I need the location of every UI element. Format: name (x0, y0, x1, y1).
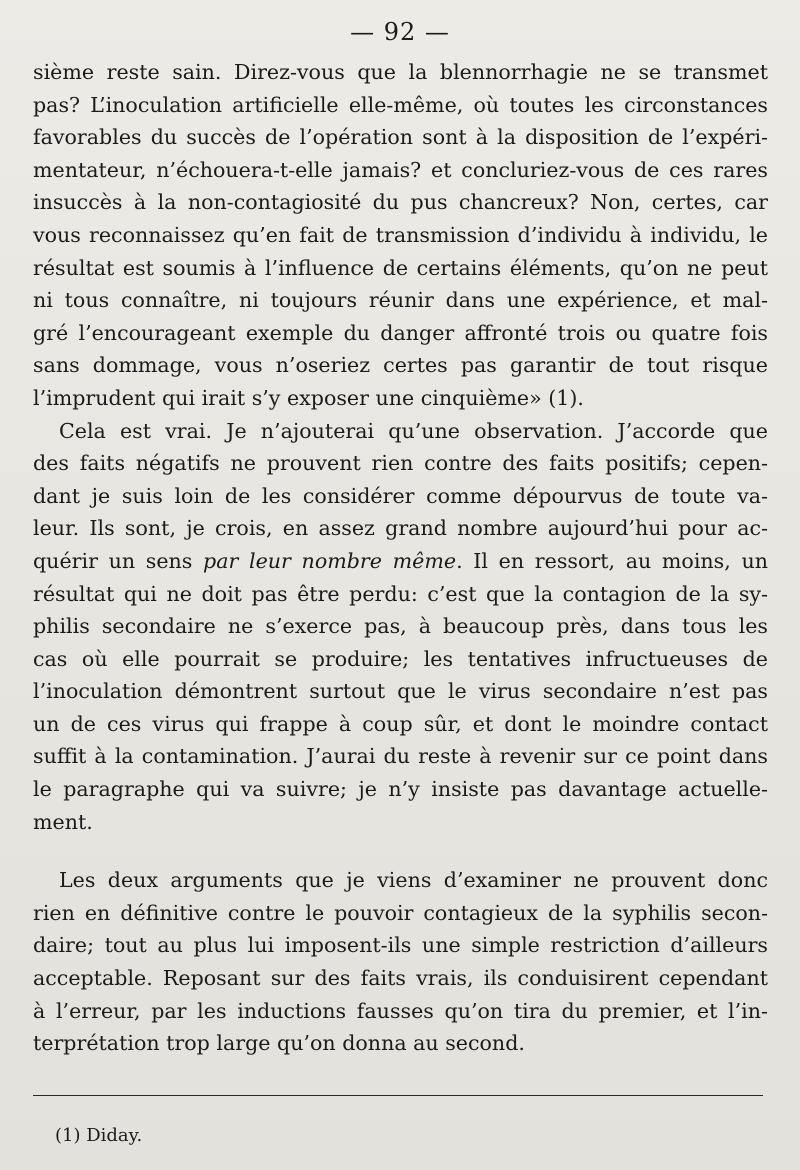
paragraph-2-body (33, 447, 768, 838)
text-line: résultat est soumis à l’influence de certains éléments, qu’on ne peut (33, 255, 768, 280)
text-line: gré l’encourageant exemple du danger affronté trois ou quatre fois (33, 320, 768, 345)
text-line: des faits négatifs ne prouvent rien contre des faits positifs; cepen- (33, 451, 768, 476)
text-line: pas? L’inoculation artificielle elle-même, où toutes les circonstances (33, 92, 768, 117)
text-line: quérir un sens par leur nombre même. Il en ressort, au moins, un (33, 548, 768, 573)
text-line: un de ces virus qui frappe à coup sûr, et dont le moindre contact (33, 711, 768, 736)
page-number: — 92 — (350, 18, 450, 46)
text-line: favorables du succès de l’opération sont à la disposition de l’expéri- (33, 125, 768, 150)
paragraph-3 (33, 864, 768, 897)
text-line: cas où elle pourrait se produire; les tentatives infructueuses de (33, 646, 768, 671)
text-line: insuccès à la non-contagiosité du pus chancreux? Non, certes, car (33, 190, 768, 215)
paragraph-2 (33, 415, 768, 448)
text-line: Les deux arguments que je viens d’examiner ne prouvent donc (59, 868, 768, 893)
footnote-divider (33, 1095, 763, 1096)
text-line: mentateur, n’échouera-t-elle jamais? et concluriez-vous de ces rares (33, 157, 768, 182)
text-line: l’inoculation démontrent surtout que le virus secondaire n’est pas (33, 679, 768, 704)
paragraph-1 (33, 56, 768, 415)
text-line: le paragraphe qui va suivre; je n’y insiste pas davantage actuelle- (33, 777, 768, 802)
paragraph-gap (33, 838, 768, 864)
text-line: rien en définitive contre le pouvoir contagieux de la syphilis secon- (33, 900, 768, 925)
text-line: dant je suis loin de les considérer comme dépourvus de toute va- (33, 483, 768, 508)
body-text (33, 56, 768, 1060)
text-line: ni tous connaître, ni toujours réunir dans une expérience, et mal- (33, 288, 768, 313)
text-line: vous reconnaissez qu’en fait de transmission d’individu à individu, le (33, 222, 768, 247)
text-line: résultat qui ne doit pas être perdu: c’est que la contagion de la sy- (33, 581, 768, 606)
text-line: daire; tout au plus lui imposent-ils une simple restriction d’ailleurs (33, 933, 768, 958)
emphasis: par leur nombre même (203, 548, 457, 573)
text-line: leur. Ils sont, je crois, en assez grand nombre aujourd’hui pour ac- (33, 516, 768, 541)
text-line: philis secondaire ne s’exerce pas, à beaucoup près, dans tous les (33, 614, 768, 639)
text-line: l’imprudent qui irait s’y exposer une cinquième» (1). (33, 385, 584, 410)
text-line: Cela est vrai. Je n’ajouterai qu’une observation. J’accorde que (59, 418, 768, 443)
text-line: acceptable. Reposant sur des faits vrais, ils conduisirent cependant (33, 966, 768, 991)
text-line: à l’erreur, par les inductions fausses qu’on tira du premier, et l’in- (33, 998, 768, 1023)
paragraph-3-body (33, 897, 768, 1060)
text-line: sans dommage, vous n’oseriez certes pas garantir de tout risque (33, 353, 768, 378)
footnote: (1) Diday. (55, 1125, 143, 1146)
text-line: sième reste sain. Direz-vous que la blennorrhagie ne se transmet (33, 60, 768, 84)
text-line: ment. (33, 809, 93, 834)
text-line: terprétation trop large qu’on donna au second. (33, 1031, 525, 1056)
text-line: suffit à la contamination. J’aurai du reste à revenir sur ce point dans (33, 744, 768, 769)
